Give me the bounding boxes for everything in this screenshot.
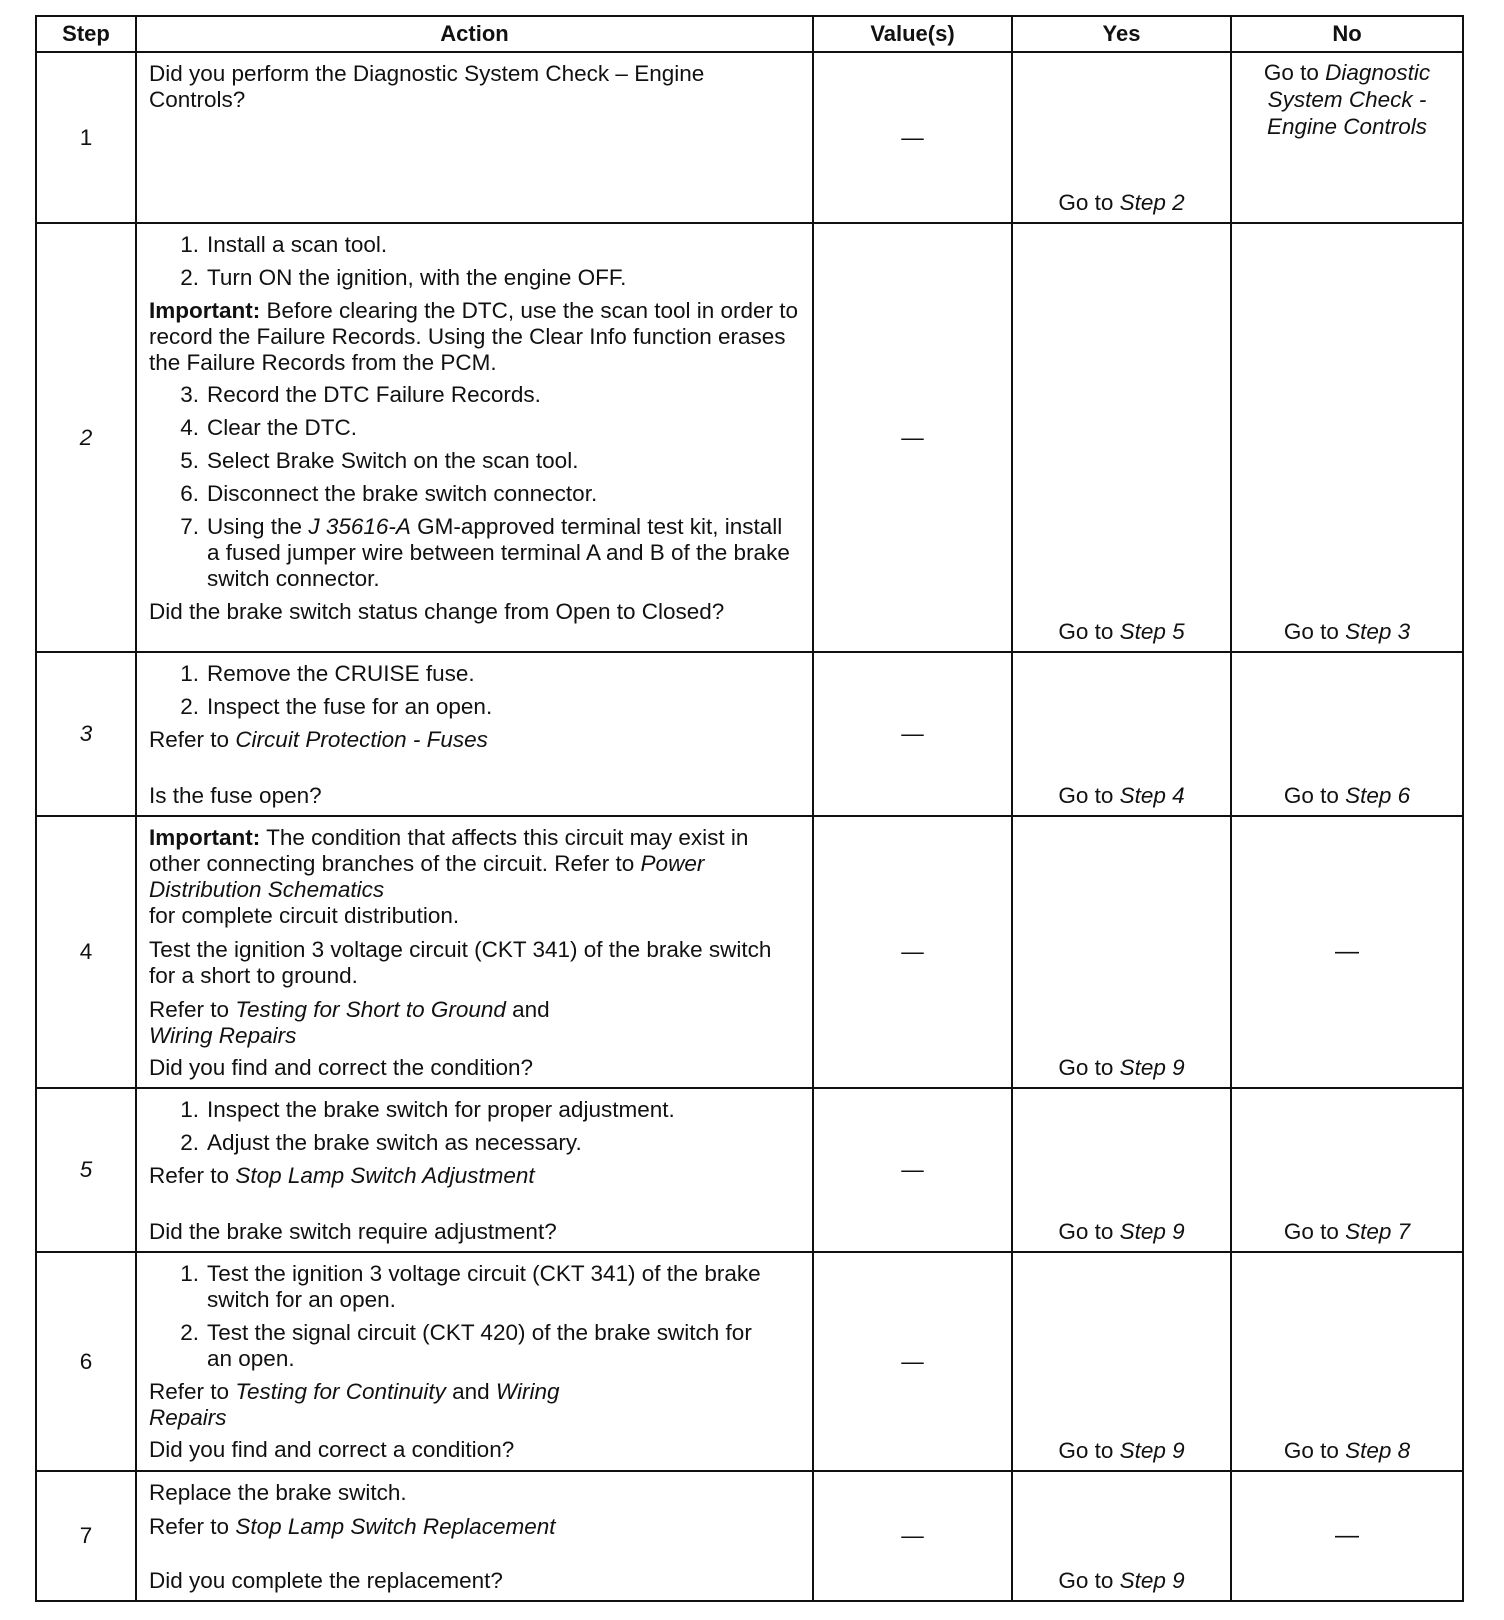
step-number: 4 [36,816,136,1088]
table-row [36,52,1463,223]
list-item: 2. Adjust the brake switch as necessary. [180,1130,582,1155]
list-item: 6. Disconnect the brake switch connector. [180,481,598,506]
refer-text: Refer to Circuit Protection - Fuses [149,727,488,752]
value-cell: — [813,1088,1012,1252]
list-item: 2. Inspect the fuse for an open. [180,694,493,719]
no-link[interactable]: Go to Diagnostic System Check - Engine Controls [1263,60,1431,139]
header-row [36,16,1463,52]
no-link[interactable]: Go to Step 6 [1283,783,1411,808]
list-item: 4. Clear the DTC. [180,415,358,440]
refer-text: Refer to Stop Lamp Switch Adjustment [149,1163,535,1188]
value-cell: — [813,1471,1012,1601]
refer-link[interactable]: Power Distribution Schematics [149,851,705,902]
yes-cell [1012,816,1231,1088]
instruction-text: Replace the brake switch. [149,1480,407,1505]
question-text: Did the brake switch require adjustment? [149,1219,557,1244]
list-item: 1. Inspect the brake switch for proper adjustment. [180,1097,675,1122]
important-note: Important: The condition that affects this circuit may exist in other connecting branches of the circuit. Refer to Power Distribution Schematics for complete circuit distribution. [149,825,749,928]
question-text: Did you complete the replacement? [149,1568,503,1593]
action-cell [136,816,813,1088]
no-value-dash: — [1335,1522,1359,1549]
action-cell [136,1471,813,1601]
refer-text: Refer to Testing for Short to Ground and Wiring Repairs [149,997,550,1048]
list-item: 2. Test the signal circuit (CKT 420) of the brake switch for an open. [180,1320,752,1371]
refer-link[interactable]: Wiring Repairs [149,1023,297,1048]
refer-text: Refer to Testing for Continuity and Wiring Repairs [149,1379,560,1430]
action-cell [136,1088,813,1252]
yes-cell [1012,652,1231,816]
yes-cell [1012,223,1231,652]
table-row [36,1252,1463,1471]
yes-cell [1012,1252,1231,1471]
no-cell [1231,1471,1463,1601]
header-action: Action [136,16,813,52]
refer-link[interactable]: Testing for Short to Ground [235,997,506,1022]
yes-link[interactable]: Go to Step 2 [1058,190,1185,215]
step-number: 3 [36,652,136,816]
question-text: Did you perform the Diagnostic System Check – Engine Controls? [149,61,705,112]
diagnostic-table [35,15,1464,1602]
no-cell [1231,652,1463,816]
value-cell: — [813,816,1012,1088]
yes-link[interactable]: Go to Step 9 [1058,1438,1185,1463]
refer-text: Refer to Stop Lamp Switch Replacement [149,1514,556,1539]
step-number: 5 [36,1088,136,1252]
list-item: 7. Using the J 35616-A GM-approved terminal test kit, install a fused jumper wire between terminal A and B of the brake switch connector. [180,514,790,591]
header-value: Value(s) [813,16,1012,52]
no-cell [1231,223,1463,652]
yes-link[interactable]: Go to Step 9 [1058,1055,1185,1080]
value-cell: — [813,652,1012,816]
yes-link[interactable]: Go to Step 9 [1058,1219,1185,1244]
question-text: Did you find and correct the condition? [149,1055,533,1080]
header-no: No [1231,16,1463,52]
yes-link[interactable]: Go to Step 5 [1058,619,1185,644]
header-step: Step [36,16,136,52]
action-cell [136,1252,813,1471]
no-link[interactable]: Go to Step 3 [1283,619,1411,644]
yes-cell [1012,52,1231,223]
no-cell [1231,816,1463,1088]
value-cell: — [813,1252,1012,1471]
list-item: 5. Select Brake Switch on the scan tool. [180,448,579,473]
refer-link[interactable]: Repairs [149,1405,227,1430]
yes-link[interactable]: Go to Step 4 [1058,783,1185,808]
step-number: 7 [36,1471,136,1601]
refer-link[interactable]: Wiring [495,1379,560,1404]
refer-link[interactable]: Testing for Continuity [235,1379,446,1404]
table-row [36,223,1463,652]
no-link[interactable]: Go to Step 8 [1283,1438,1411,1463]
question-text: Did you find and correct a condition? [149,1437,515,1462]
header-yes: Yes [1012,16,1231,52]
no-link[interactable]: Go to Step 7 [1283,1219,1411,1244]
yes-cell [1012,1088,1231,1252]
refer-link[interactable]: Circuit Protection - Fuses [235,727,488,752]
refer-link[interactable]: Stop Lamp Switch Replacement [235,1514,556,1539]
action-cell [136,52,813,223]
instruction-text: Test the ignition 3 voltage circuit (CKT 341) of the brake switch for a short to ground. [149,937,772,988]
value-cell: — [813,223,1012,652]
no-value-dash: — [1335,938,1359,965]
question-text: Did the brake switch status change from Open to Closed? [149,599,725,624]
list-item: 2. Turn ON the ignition, with the engine OFF. [180,265,627,290]
list-item: 1. Remove the CRUISE fuse. [180,661,475,686]
list-item: 1. Install a scan tool. [180,232,388,257]
list-item: 1. Test the ignition 3 voltage circuit (CKT 341) of the brake switch for an open. [180,1261,761,1312]
step-number: 6 [36,1252,136,1471]
no-cell [1231,1088,1463,1252]
no-cell [1231,1252,1463,1471]
step-number: 2 [36,223,136,652]
question-text: Is the fuse open? [149,783,322,808]
value-cell: — [813,52,1012,223]
table-row [36,1471,1463,1601]
table-row [36,1088,1463,1252]
list-item: 3. Record the DTC Failure Records. [180,382,541,407]
yes-cell [1012,1471,1231,1601]
table-row [36,816,1463,1088]
table-row [36,652,1463,816]
important-note: Important: Before clearing the DTC, use the scan tool in order to record the Failure Records. Using the Clear Info function erases the Failure Records from the PCM. [149,298,799,375]
refer-link[interactable]: Stop Lamp Switch Adjustment [235,1163,535,1188]
action-cell [136,223,813,652]
action-cell [136,652,813,816]
no-cell [1231,52,1463,223]
step-number: 1 [36,52,136,223]
yes-link[interactable]: Go to Step 9 [1058,1568,1185,1593]
